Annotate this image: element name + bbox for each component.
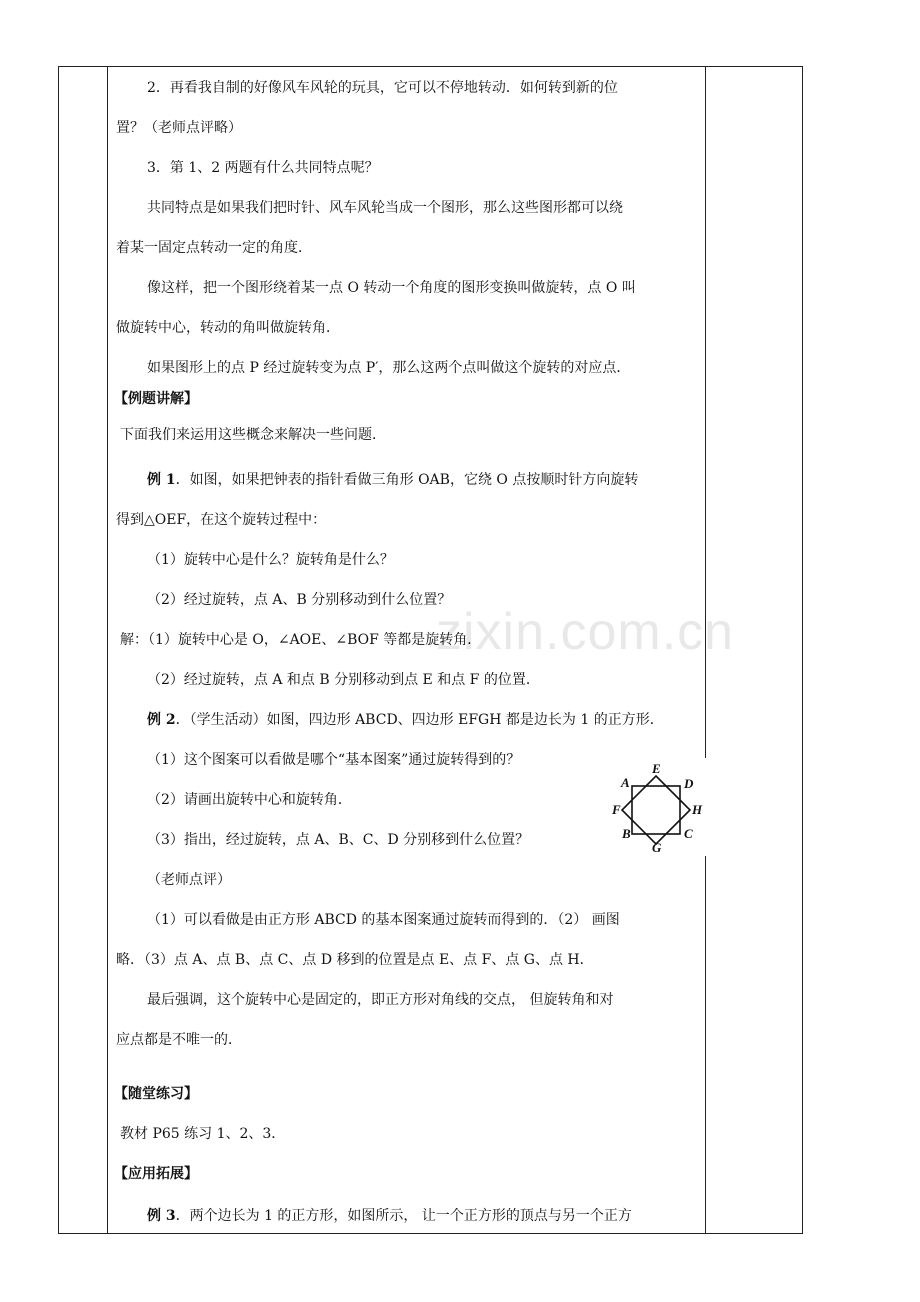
definition-line1: 像这样，把一个图形绕着某一点 O 转动一个角度的图形变换叫做旋转，点 O 叫 (147, 280, 636, 296)
teacher-comment: （老师点评） (147, 872, 231, 888)
q2-line2: 置？（老师点评略） (116, 120, 242, 136)
common-line2: 着某一固定点转动一定的角度． (116, 240, 312, 256)
rotated-squares-figure (596, 758, 708, 856)
common-line1: 共同特点是如果我们把时针、风车风轮当成一个图形，那么这些图形都可以绕 (147, 200, 623, 216)
solution-line1: 解：（1）旋转中心是 O，∠AOE、∠BOF 等都是旋转角． (120, 632, 482, 648)
label-f: F (612, 802, 621, 817)
column-divider-left (107, 67, 108, 1233)
example3-line: 例 3．两个边长为 1 的正方形，如图所示， 让一个正方形的顶点与另一个正方 (147, 1208, 632, 1224)
corresponding-points: 如果图形上的点 P 经过旋转变为点 P′，那么这两个点叫做这个旋转的对应点． (147, 360, 631, 376)
example1-q2: （2）经过旋转，点 A、B 分别移动到什么位置？ (147, 592, 452, 608)
section-examples: 【例题讲解】 (114, 391, 198, 407)
example1-line2: 得到△OEF，在这个旋转过程中： (116, 512, 327, 528)
example2-q2: （2）请画出旋转中心和旋转角． (147, 792, 352, 808)
example3-label: 例 3 (147, 1208, 176, 1224)
section-practice: 【随堂练习】 (114, 1086, 198, 1102)
practice-text: 教材 P65 练习 1、2、3． (120, 1126, 286, 1142)
label-a: A (621, 775, 630, 790)
stress-line1: 最后强调，这个旋转中心是固定的，即正方形对角线的交点， 但旋转角和对 (147, 992, 614, 1008)
q2-line1: 2．再看我自制的好像风车风轮的玩具，它可以不停地转动．如何转到新的位 (147, 80, 618, 96)
example1-q1: （1）旋转中心是什么？旋转角是什么？ (147, 552, 394, 568)
label-g: G (652, 840, 662, 855)
example1-line1: 例 1．如图，如果把钟表的指针看做三角形 OAB，它绕 O 点按顺时针方向旋转 (147, 472, 639, 488)
solution-line2: （2）经过旋转，点 A 和点 B 分别移动到点 E 和点 F 的位置． (147, 672, 540, 688)
example2-label: 例 2 (147, 712, 176, 728)
section-extend: 【应用拓展】 (114, 1166, 198, 1182)
label-d: D (684, 776, 694, 791)
stress-line2: 应点都是不唯一的． (116, 1032, 242, 1048)
watermark: zixin.com.cn (436, 603, 735, 661)
example2-q1: （1）这个图案可以看做是哪个“基本图案”通过旋转得到的？ (147, 752, 521, 768)
answer-line2: 略．（3）点 A、点 B、点 C、点 D 移到的位置是点 E、点 F、点 G、点 H． (116, 952, 594, 968)
example2-line: 例 2．（学生活动）如图，四边形 ABCD、四边形 EFGH 都是边长为 1 的正方形． (147, 712, 664, 728)
answer-line1: （1）可以看做是由正方形 ABCD 的基本图案通过旋转而得到的．（2） 画图 (147, 912, 620, 928)
example2-q3: （3）指出，经过旋转，点 A、B、C、D 分别移到什么位置？ (147, 832, 530, 848)
intro-text: 下面我们来运用这些概念来解决一些问题． (120, 427, 386, 443)
label-c: C (684, 826, 693, 841)
q3: 3．第 1、2 两题有什么共同特点呢？ (147, 160, 379, 176)
example1-label: 例 1 (147, 472, 176, 488)
label-e: E (652, 761, 661, 776)
definition-line2: 做旋转中心，转动的角叫做旋转角． (116, 320, 340, 336)
label-b: B (622, 826, 631, 841)
label-h: H (692, 802, 703, 817)
